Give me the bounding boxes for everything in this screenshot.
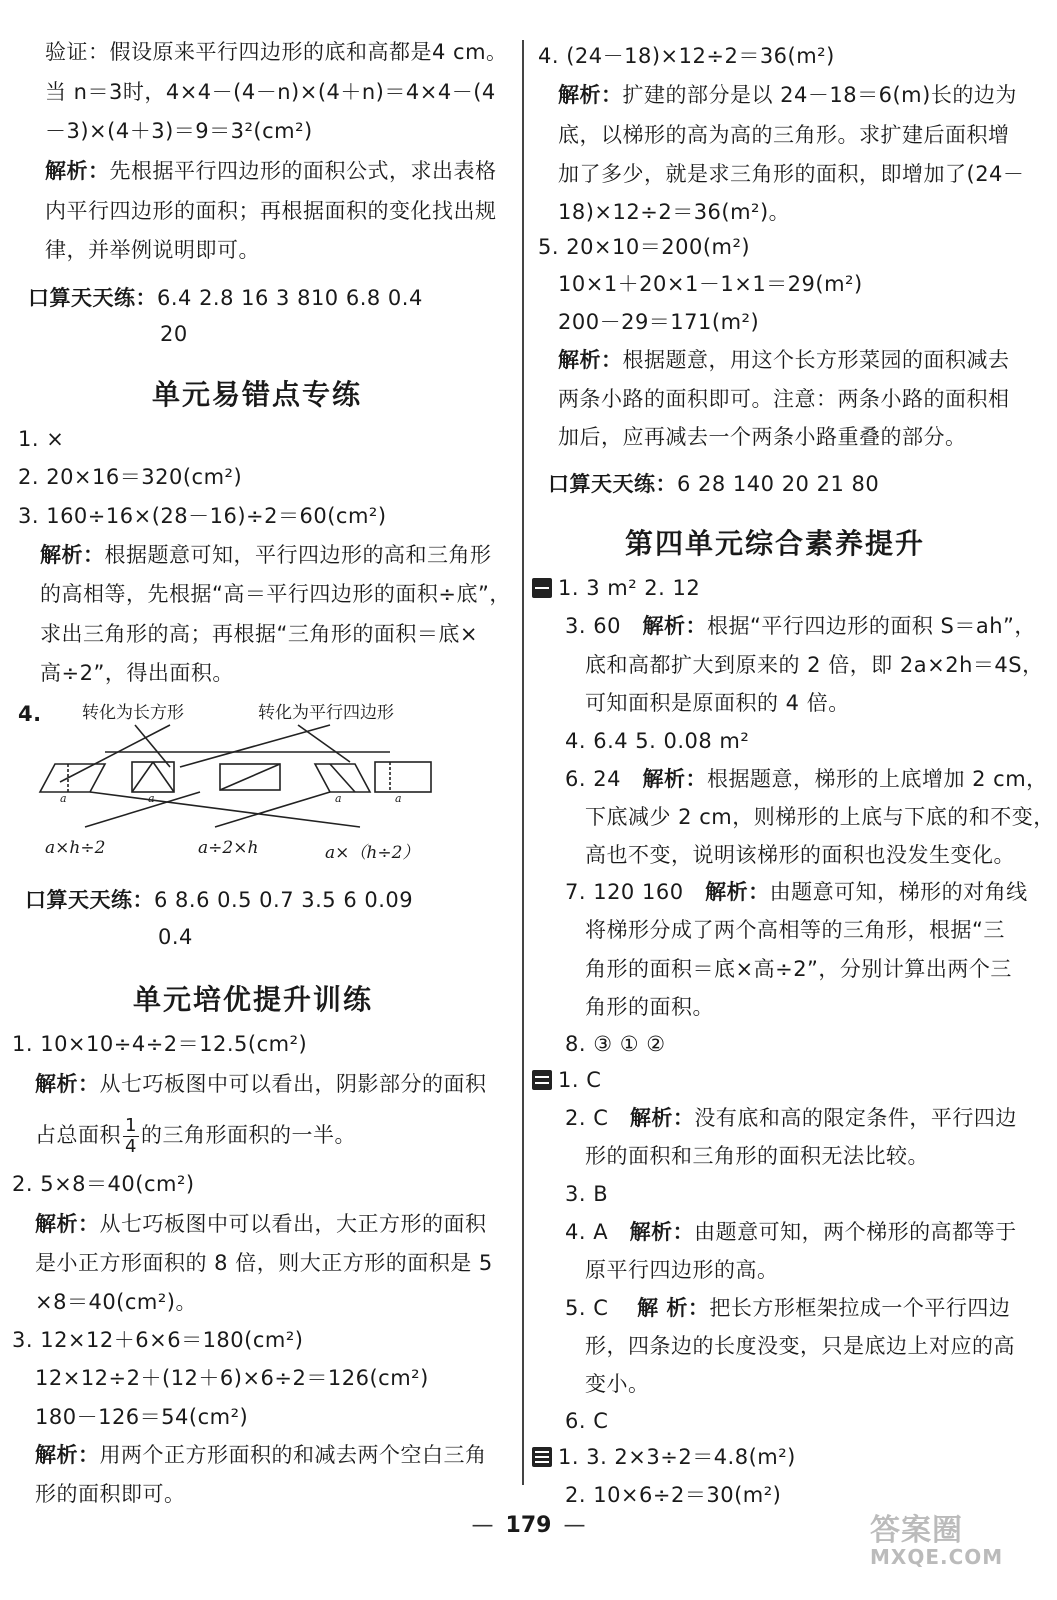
section-two-icon [532, 1070, 552, 1090]
shape-matching-diagram [30, 722, 450, 832]
svg-text:a: a [148, 792, 155, 805]
analysis-line [558, 81, 1017, 109]
answer-value: 2. C [565, 1106, 609, 1130]
section-heading: 第四单元综合素养提升 [625, 527, 926, 560]
answer-line: 1. 3. 2×3÷2＝4.8(m²) [558, 1445, 796, 1469]
text-line: －3)×(4＋3)＝9＝3²(cm²) [45, 119, 313, 143]
figure-label: 转化为平行四边形 [258, 703, 394, 723]
watermark-text: 答案圈 [870, 1513, 963, 1548]
answer-line: 8. ③ ① ② [565, 1032, 666, 1056]
analysis-label: 解析： [705, 880, 770, 904]
answer-value: 4. A [565, 1220, 609, 1244]
text-line: 是小正方形面积的 8 倍，则大正方形的面积是 5 [35, 1251, 493, 1275]
section-heading: 单元易错点专练 [152, 378, 363, 411]
answer-line: 3. 12×12＋6×6＝180(cm²) [12, 1328, 304, 1352]
answer-line [565, 1294, 1010, 1322]
analysis-label: 解析： [558, 348, 623, 372]
answer-line [565, 612, 1036, 640]
answer-line [565, 1104, 1017, 1132]
analysis-line [558, 346, 1010, 374]
text-line: 200－29＝171(m²) [558, 310, 760, 334]
analysis-line [35, 1441, 487, 1469]
text-line: 验证：假设原来平行四边形的底和高都是4 cm。 [45, 40, 508, 64]
answer-line: 2. 20×16＝320(cm²) [18, 465, 243, 489]
text-line: 形，四条边的长度没变，只是底边上对应的高 [585, 1334, 1015, 1358]
fraction [123, 1116, 139, 1157]
footer-dash: — [471, 1513, 494, 1538]
text-line: 18)×12÷2＝36(m²)。 [558, 200, 791, 224]
text-line: 下底减少 2 cm，则梯形的上底与下底的和不变， [585, 805, 1055, 829]
mental-math-label: 口算天天练： [548, 472, 677, 496]
text-line: 10×1＋20×1－1×1＝29(m²) [558, 272, 863, 296]
fraction-numerator: 1 [125, 1114, 137, 1136]
text-line: 加了多少，就是求三角形的面积，即增加了(24－ [558, 162, 1025, 186]
answer-line: 2. 5×8＝40(cm²) [12, 1172, 195, 1196]
analysis-text: 扩建的部分是以 24－18＝6(m)长的边为 [622, 83, 1017, 107]
text-line: 内平行四边形的面积；再根据面积的变化找出规 [45, 199, 497, 223]
text-line: 两条小路的面积即可。注意：两条小路的面积相 [558, 387, 1010, 411]
answer-value: 7. 120 160 [565, 880, 684, 904]
text-line: 加后，应再减去一个两条小路重叠的部分。 [558, 425, 967, 449]
analysis-label: 解 析： [637, 1296, 710, 1320]
analysis-label: 解析： [40, 543, 105, 567]
answer-line: 5. 20×10＝200(m²) [538, 235, 751, 259]
analysis-text: 根据题意可知，平行四边形的高和三角形 [104, 543, 492, 567]
analysis-text: 由题意可知，两个梯形的高都等于 [694, 1220, 1017, 1244]
mental-math-values-cont: 0.4 [158, 925, 193, 949]
section-three-icon [532, 1447, 552, 1467]
analysis-text: 从七巧板图中可以看出，阴影部分的面积 [99, 1072, 487, 1096]
text-line: ×8＝40(cm²)。 [35, 1290, 197, 1314]
footer-dash: — [563, 1513, 586, 1538]
analysis-text: 从七巧板图中可以看出，大正方形的面积 [99, 1212, 487, 1236]
analysis-line [40, 541, 492, 569]
page-number: 179 [505, 1513, 552, 1538]
text-line: 的高相等，先根据“高＝平行四边形的面积÷底”， [40, 582, 511, 606]
formula-label: a×h÷2 [45, 838, 106, 858]
text-line: 求出三角形的高；再根据“三角形的面积＝底× [40, 622, 478, 646]
analysis-label: 解析： [45, 159, 110, 183]
analysis-label: 解析： [629, 1220, 695, 1244]
text-line: 形的面积和三角形的面积无法比较。 [585, 1144, 929, 1168]
analysis-line [45, 157, 497, 185]
answer-value: 6. 24 [565, 767, 621, 791]
analysis-label: 解析： [642, 614, 707, 638]
text-line: 变小。 [585, 1372, 650, 1396]
answer-line: 6. C [565, 1409, 609, 1433]
text-line: 底，以梯形的高为高的三角形。求扩建后面积增 [558, 123, 1010, 147]
answer-line: 4. (24－18)×12÷2＝36(m²) [538, 44, 835, 68]
text-line: 高也不变，说明该梯形的面积也没发生变化。 [585, 843, 1015, 867]
answer-line: 4. 6.4 5. 0.08 m² [565, 729, 750, 753]
analysis-label: 解析： [558, 83, 623, 107]
svg-text:a: a [60, 792, 67, 805]
analysis-label: 解析： [35, 1443, 100, 1467]
text-line: 将梯形分成了两个高相等的三角形，根据“三 [585, 918, 1005, 942]
analysis-text: 用两个正方形面积的和减去两个空白三角 [99, 1443, 487, 1467]
analysis-text: 根据题意，梯形的上底增加 2 cm， [706, 767, 1048, 791]
watermark-logo [870, 1505, 1050, 1569]
analysis-line [35, 1070, 487, 1098]
answer-line: 1. × [18, 427, 65, 451]
text-line: 当 n＝3时，4×4－(4－n)×(4＋n)＝4×4－(4 [45, 80, 496, 104]
mental-math-label: 口算天天练： [28, 286, 157, 310]
analysis-text: 根据“平行四边形的面积 S＝ah”， [706, 614, 1036, 638]
mental-math-values-cont: 20 [160, 322, 188, 346]
analysis-text: 根据题意，用这个长方形菜园的面积减去 [622, 348, 1010, 372]
text-line [35, 1114, 356, 1157]
text-line: 180－126＝54(cm²) [35, 1405, 249, 1429]
text-segment: 占总面积 [35, 1123, 121, 1147]
text-line: 形的面积即可。 [35, 1482, 186, 1506]
formula-label: a÷2×h [198, 838, 259, 858]
mental-math-line [25, 886, 413, 914]
column-divider [522, 40, 524, 1485]
answer-line [565, 1218, 1017, 1246]
analysis-label: 解析： [35, 1072, 100, 1096]
text-line: 律，并举例说明即可。 [45, 238, 260, 262]
mental-math-label: 口算天天练： [25, 888, 154, 912]
answer-value: 5. C [565, 1296, 609, 1320]
section-one-icon [532, 578, 552, 598]
mental-math-line [28, 284, 423, 312]
answer-line: 2. 10×6÷2＝30(m²) [565, 1483, 782, 1507]
text-line: 底和高都扩大到原来的 2 倍，即 2a×2h＝4S， [585, 653, 1044, 677]
figure-label: 转化为长方形 [82, 703, 184, 723]
answer-line: 4. [18, 702, 42, 726]
svg-text:a: a [335, 792, 342, 805]
formula-label: a×（h÷2） [325, 843, 420, 863]
answer-line: 1. 3 m² 2. 12 [558, 576, 701, 600]
analysis-label: 解析： [642, 767, 707, 791]
text-line: 角形的面积＝底×高÷2”，分别计算出两个三 [585, 957, 1012, 981]
answer-line: 1. 10×10÷4÷2＝12.5(cm²) [12, 1032, 308, 1056]
answer-line: 1. C [558, 1068, 602, 1092]
analysis-text: 把长方形框架拉成一个平行四边 [709, 1296, 1011, 1320]
fraction-denominator: 4 [125, 1135, 137, 1157]
section-heading: 单元培优提升训练 [133, 983, 374, 1016]
mental-math-line [548, 470, 879, 498]
answer-value: 3. 60 [565, 614, 621, 638]
mental-math-values: 6 28 140 20 21 80 [677, 472, 880, 496]
text-line: 原平行四边形的高。 [585, 1258, 779, 1282]
text-segment: 的三角形面积的一半。 [140, 1123, 356, 1147]
mental-math-values: 6.4 2.8 16 3 810 6.8 0.4 [157, 286, 423, 310]
svg-text:a: a [395, 792, 402, 805]
answer-line [565, 765, 1048, 793]
analysis-text: 先根据平行四边形的面积公式，求出表格 [109, 159, 497, 183]
analysis-text: 没有底和高的限定条件，平行四边 [694, 1106, 1017, 1130]
text-line: 角形的面积。 [585, 995, 714, 1019]
analysis-line [35, 1210, 487, 1238]
analysis-text: 由题意可知，梯形的对角线 [769, 880, 1028, 904]
text-line: 高÷2”，得出面积。 [40, 661, 234, 685]
watermark-url: MXQE.COM [870, 1545, 1004, 1569]
analysis-label: 解析： [629, 1106, 695, 1130]
text-line: 12×12÷2＋(12＋6)×6÷2＝126(cm²) [35, 1366, 429, 1390]
analysis-label: 解析： [35, 1212, 100, 1236]
answer-line: 3. 160÷16×(28－16)÷2＝60(cm²) [18, 504, 387, 528]
answer-line: 3. B [565, 1182, 609, 1206]
text-line: 可知面积是原面积的 4 倍。 [585, 691, 850, 715]
mental-math-values: 6 8.6 0.5 0.7 3.5 6 0.09 [154, 888, 414, 912]
answer-line [565, 878, 1028, 906]
